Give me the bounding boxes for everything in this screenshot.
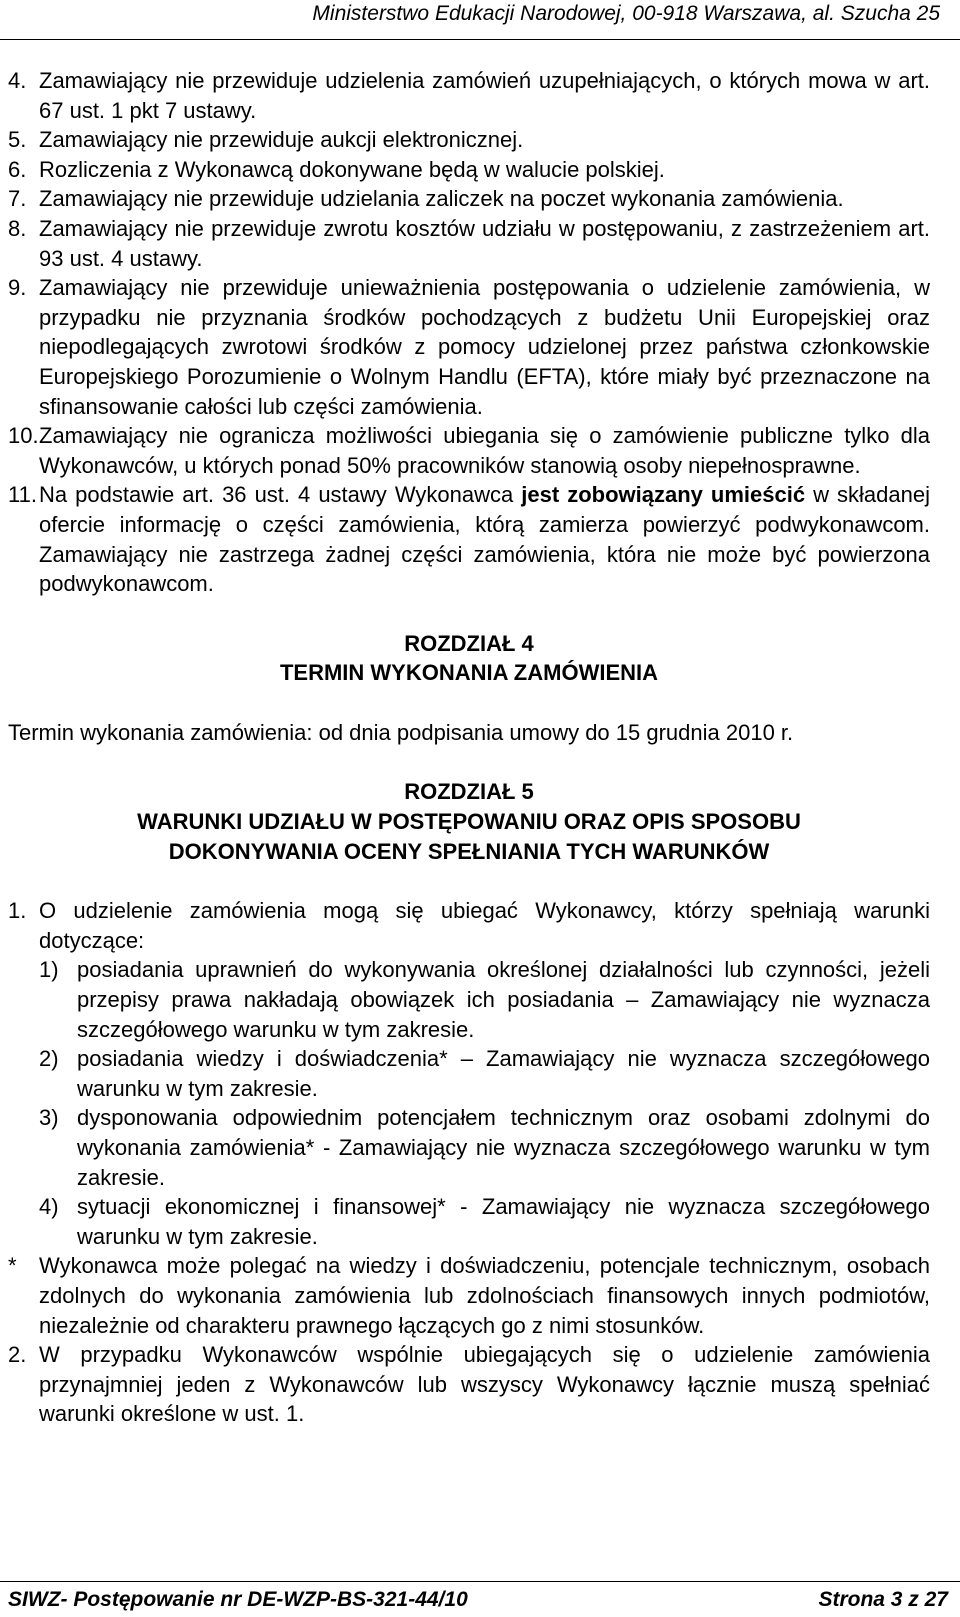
item-number: 8.	[8, 215, 27, 241]
item-number: 6.	[8, 156, 27, 182]
item-number: 11.	[8, 482, 37, 508]
list-item-8	[8, 214, 930, 273]
sub-item-3	[8, 1103, 930, 1192]
chapter-5-title: ROZDZIAŁ 5	[404, 779, 534, 805]
sub-item-text: sytuacji ekonomicznej i finansowej* - Zamawiający nie wyznacza szczegółowego warunku w tym zakresie.	[77, 1194, 930, 1249]
list-item-11	[8, 480, 930, 598]
list-item-7	[8, 184, 930, 214]
sub-item-number: 2)	[39, 1046, 59, 1072]
item-number: 7.	[8, 186, 27, 212]
sub-item-2	[8, 1044, 930, 1103]
sub-item-number: 4)	[39, 1194, 59, 1220]
item-number: 1.	[8, 898, 27, 924]
item-text	[39, 480, 930, 598]
list-item-9	[8, 273, 930, 421]
page-footer	[0, 1581, 960, 1617]
item-text-after: w składanej ofercie informację o części zamówienia, którą zamierza powierzyć podwykonawcom. Zamawiający nie zastrzega żadnej części zamówienia, która nie może być powierzona podwykonawcom.	[39, 482, 930, 597]
item-text: Zamawiający nie przewiduje aukcji elektronicznej.	[39, 127, 524, 153]
list-item-6	[8, 155, 930, 185]
sub-item-text: dysponowania odpowiednim potencjałem technicznym oraz osobami zdolnymi do wykonania zamówienia* - Zamawiający nie wyznacza szczegółowego warunku w tym zakresie.	[77, 1105, 930, 1190]
item-text: Zamawiający nie przewiduje unieważnienia postępowania o udzielenie zamówienia, w przypadku nie przyznania środków pochodzących z budżetu Unii Europejskiej oraz niepodlegających zwrotowi środków z pomocy udzielonej przez państwa członkowskie Europejskiego Porozumienie o Wolnym Handlu (EFTA), które miały być przeznaczone na sfinansowanie całości lub części zamówienia.	[39, 275, 930, 419]
sub-item-4	[8, 1192, 930, 1251]
document-body	[8, 66, 930, 1429]
item-number: 2.	[8, 1342, 27, 1368]
item-number: 10.	[8, 423, 39, 449]
footer-document-id: SIWZ- Postępowanie nr DE-WZP-BS-321-44/10	[8, 1588, 468, 1611]
page-header: Ministerstwo Edukacji Narodowej, 00-918 Warszawa, al. Szucha 25	[0, 0, 960, 40]
footnote-text: Wykonawca może polegać na wiedzy i doświadczeniu, potencjale technicznym, osobach zdolnych do wykonania zamówienia lub zdolnościach finansowych innych podmiotów, niezależnie od charakteru prawnego łączących go z nimi stosunków.	[39, 1253, 930, 1338]
footnote-marker: *	[8, 1253, 17, 1279]
list-item-ch5-2	[8, 1340, 930, 1429]
item-text: W przypadku Wykonawców wspólnie ubiegających się o udzielenie zamówienia przynajmniej jeden z Wykonawców lub wszyscy Wykonawcy łącznie muszą spełniać warunki określone w ust. 1.	[39, 1342, 930, 1427]
chapter-5-subtitle-2: DOKONYWANIA OCENY SPEŁNIANIA TYCH WARUNKÓW	[168, 838, 770, 864]
item-number: 5.	[8, 127, 27, 153]
item-text: Zamawiający nie przewiduje zwrotu kosztów udziału w postępowaniu, z zastrzeżeniem art. 93 ust. 4 ustawy.	[39, 215, 930, 271]
sub-item-number: 1)	[39, 957, 59, 983]
footnote	[8, 1251, 930, 1340]
sub-item-number: 3)	[39, 1105, 59, 1131]
item-number: 9.	[8, 275, 27, 301]
sub-item-1	[8, 955, 930, 1044]
chapter-4-title: ROZDZIAŁ 4	[404, 630, 534, 656]
list-item-4	[8, 66, 930, 125]
item-text: Rozliczenia z Wykonawcą dokonywane będą w walucie polskiej.	[39, 156, 665, 182]
item-number: 4.	[8, 68, 27, 93]
item-text: Zamawiający nie ogranicza możliwości ubiegania się o zamówienie publiczne tylko dla Wykonawców, u których ponad 50% pracowników stanowią osoby niepełnosprawne.	[39, 423, 930, 478]
chapter-4-text: Termin wykonania zamówienia: od dnia podpisania umowy do 15 grudnia 2010 r.	[8, 719, 794, 745]
item-text: Zamawiający nie przewiduje udzielenia zamówień uzupełniających, o których mowa w art. 67 ust. 1 pkt 7 ustawy.	[39, 68, 930, 123]
chapter-4-subtitle: TERMIN WYKONANIA ZAMÓWIENIA	[279, 660, 659, 686]
list-item-10	[8, 421, 930, 480]
list-item-ch5-1	[8, 896, 930, 955]
chapter-5-subtitle-1: WARUNKI UDZIAŁU W POSTĘPOWANIU ORAZ OPIS SPOSOBU	[137, 809, 801, 835]
sub-item-text: posiadania uprawnień do wykonywania określonej działalności lub czynności, jeżeli przepisy prawa nakładają obowiązek ich posiadania – Zamawiający nie wyznacza szczegółowego warunku w tym zakresie.	[77, 957, 930, 1042]
item-text-bold: jest zobowiązany umieścić	[521, 482, 806, 508]
item-text: O udzielenie zamówienia mogą się ubiegać Wykonawcy, którzy spełniają warunki dotyczące:	[39, 898, 930, 953]
item-text-before: Na podstawie art. 36 ust. 4 ustawy Wykonawca	[39, 482, 522, 508]
item-text: Zamawiający nie przewiduje udzielania zaliczek na poczet wykonania zamówienia.	[39, 186, 844, 212]
sub-item-text: posiadania wiedzy i doświadczenia* – Zamawiający nie wyznacza szczegółowego warunku w tym zakresie.	[77, 1046, 930, 1101]
list-item-5	[8, 125, 930, 155]
footer-page-number: Strona 3 z 27	[818, 1588, 948, 1611]
